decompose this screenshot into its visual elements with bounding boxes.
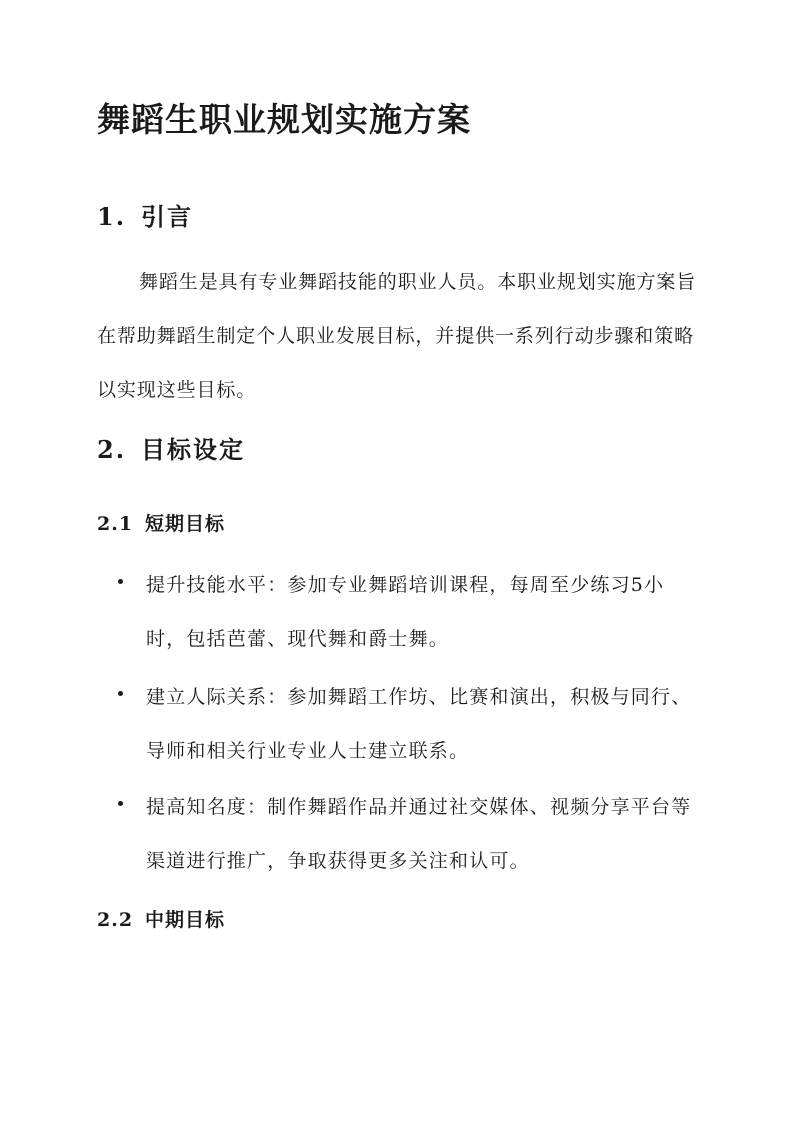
- section-title: 引言: [141, 202, 193, 231]
- subsection-title: 短期目标: [145, 513, 226, 535]
- subsection-number: 2.2: [97, 909, 134, 931]
- list-item: [118, 558, 698, 666]
- section-heading-introduction: [97, 197, 193, 232]
- introduction-paragraph: 舞蹈生是具有专业舞蹈技能的职业人员。本职业规划实施方案旨在帮助舞蹈生制定个人职业发展目标，并提供一系列行动步骤和策略以实现这些目标。: [97, 271, 697, 401]
- subsection-title: 中期目标: [145, 909, 226, 931]
- list-item-text: 提高知名度：制作舞蹈作品并通过社交媒体、视频分享平台等渠道进行推广，争取获得更多关注和认可。: [146, 796, 692, 872]
- bullet-icon: [118, 691, 123, 696]
- section-number: 2.: [97, 435, 127, 464]
- bullet-icon: [118, 579, 123, 584]
- section-heading-goal-setting: [97, 430, 245, 465]
- bullet-icon: [118, 801, 123, 806]
- section-title: 目标设定: [141, 435, 245, 464]
- document-title: 舞蹈生职业规划实施方案: [97, 100, 471, 139]
- list-item-text: 建立人际关系：参加舞蹈工作坊、比赛和演出，积极与同行、导师和相关行业专业人士建立联系。: [146, 686, 692, 762]
- section-number: 1.: [97, 202, 127, 231]
- list-item: [118, 670, 698, 778]
- subsection-heading-mid-term: [97, 905, 225, 932]
- list-item: [118, 780, 698, 888]
- subsection-heading-short-term: [97, 509, 225, 536]
- subsection-number: 2.1: [97, 513, 134, 535]
- list-item-text: 提升技能水平：参加专业舞蹈培训课程，每周至少练习5小时，包括芭蕾、现代舞和爵士舞。: [146, 574, 665, 650]
